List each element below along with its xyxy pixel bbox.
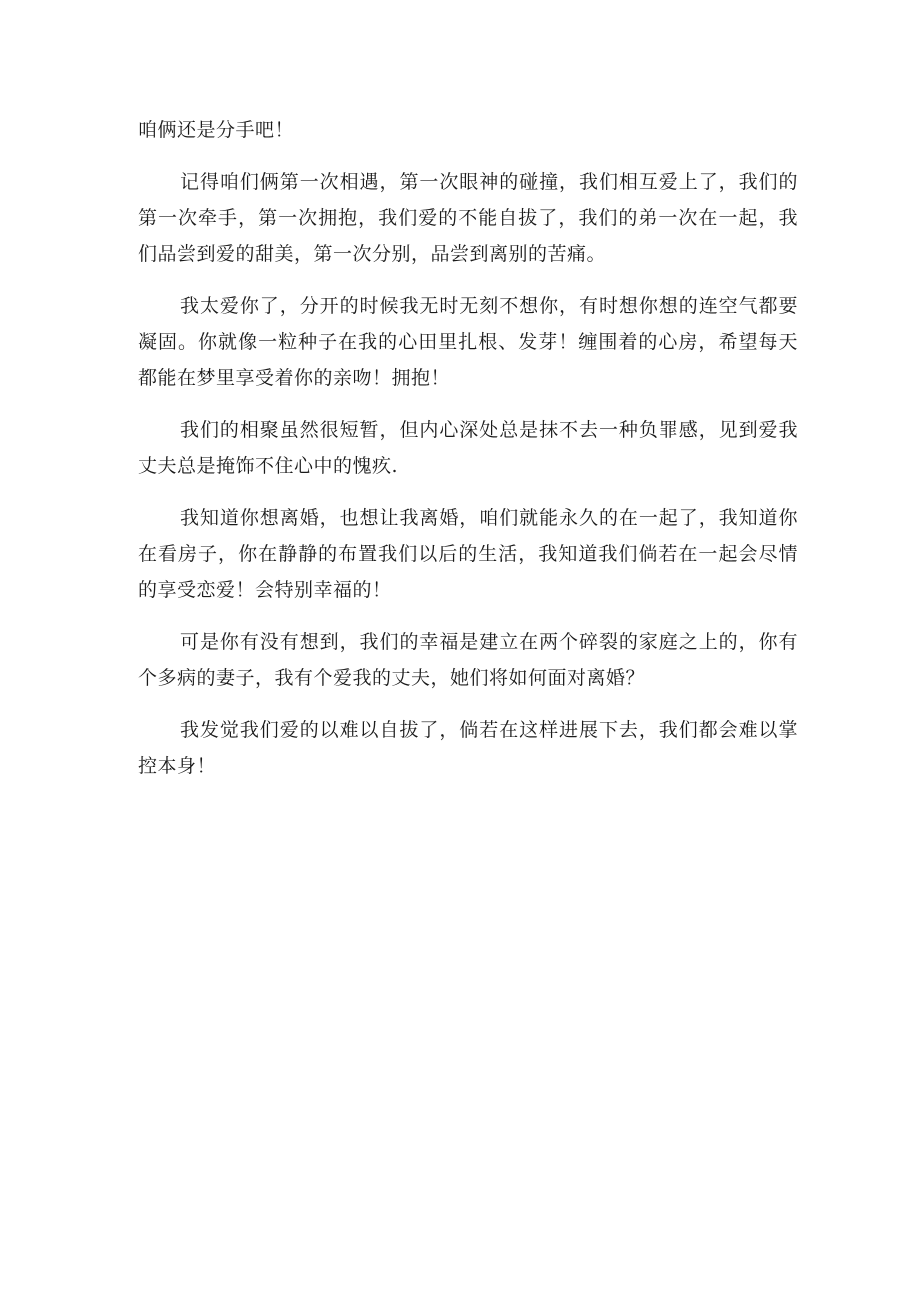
paragraph-1: 咱俩还是分手吧！ <box>138 119 295 141</box>
paragraph-7: 我发觉我们爱的以难以自拔了，倘若在这样进展下去，我们都会难以掌控本身！ <box>138 719 798 777</box>
document-body <box>138 112 798 800</box>
paragraph-3: 我太爱你了，分开的时候我无时无刻不想你，有时想你想的连空气都要凝固。你就像一粒种子在我的心田里扎根、发芽！缠围着的心房，希望每天都能在梦里享受着你的亲吻！拥抱！ <box>138 295 798 389</box>
paragraph-4: 我们的相聚虽然很短暂，但内心深处总是抹不去一种负罪感，见到爱我丈夫总是掩饰不住心中的愧疚. <box>138 419 798 477</box>
paragraph-2: 记得咱们俩第一次相遇，第一次眼神的碰撞，我们相互爱上了，我们的第一次牵手，第一次拥抱，我们爱的不能自拔了，我们的弟一次在一起，我们品尝到爱的甜美，第一次分别，品尝到离别的苦痛。 <box>138 171 798 265</box>
paragraph-5: 我知道你想离婚，也想让我离婚，咱们就能永久的在一起了，我知道你在看房子，你在静静的布置我们以后的生活，我知道我们倘若在一起会尽情的享受恋爱！会特别幸福的！ <box>138 507 798 601</box>
paragraph-6: 可是你有没有想到，我们的幸福是建立在两个碎裂的家庭之上的，你有个多病的妻子，我有个爱我的丈夫，她们将如何面对离婚？ <box>138 631 798 689</box>
